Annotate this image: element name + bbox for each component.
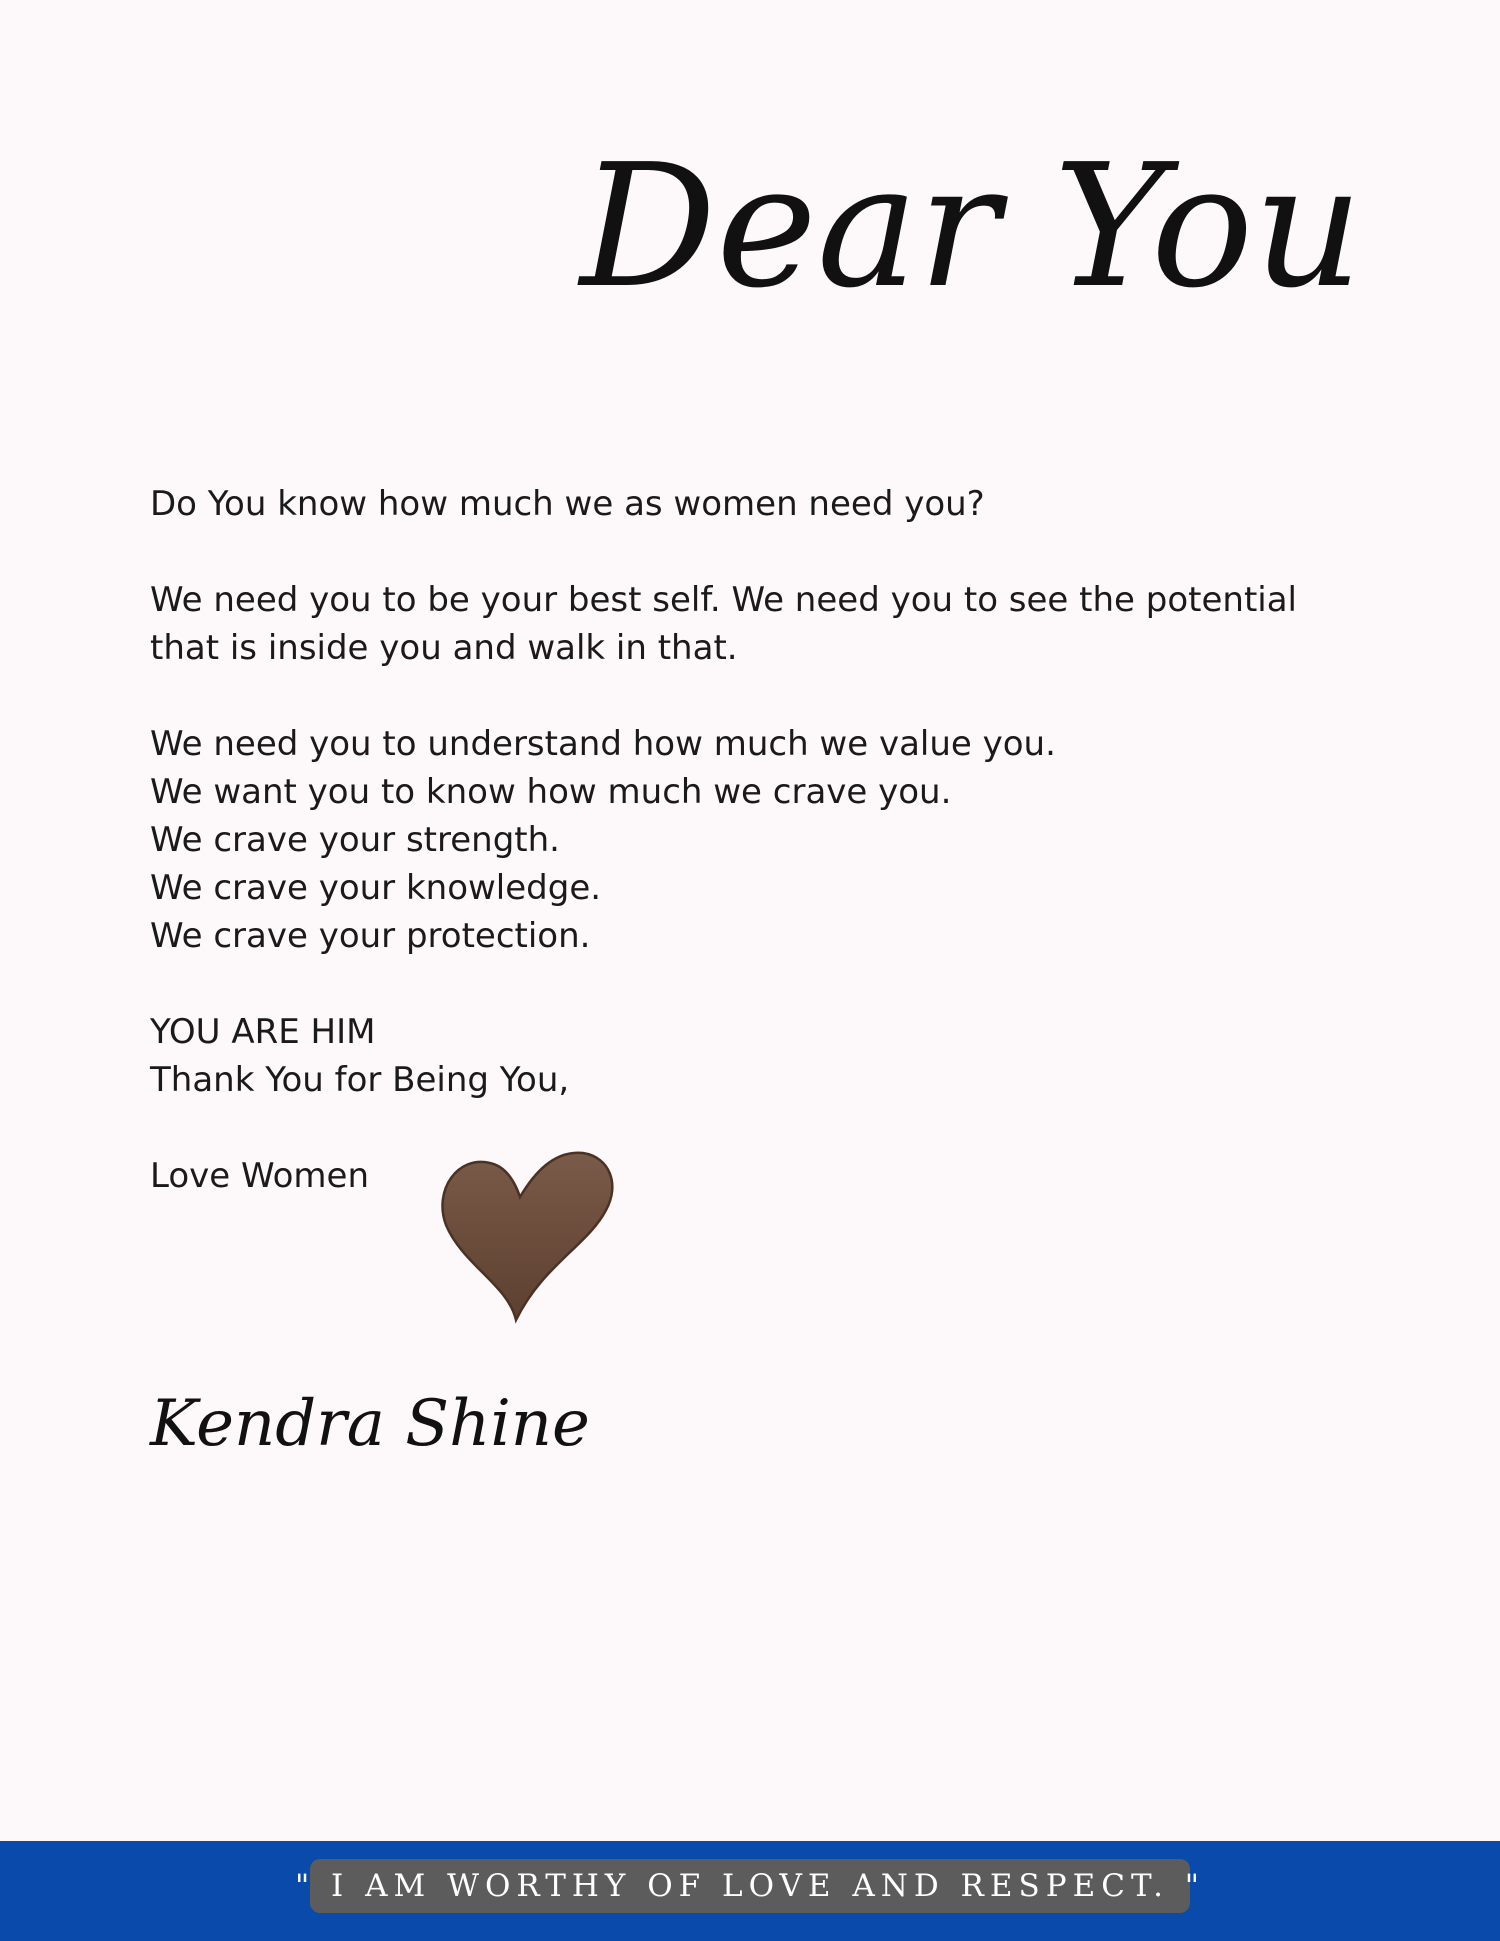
signature [148,1365,590,1475]
heart-shape [442,1153,612,1320]
body-line: We want you to know how much we crave you. [150,772,952,812]
letter-body [150,480,1370,1248]
paragraph-3 [150,720,1370,960]
heart-icon [438,1145,618,1325]
body-line: We crave your protection. [150,916,591,956]
body-line: We crave your knowledge. [150,868,602,908]
body-line: We crave your strength. [150,820,560,860]
body-line: Do You know how much we as women need you? [150,484,985,524]
body-line: YOU ARE HIM [150,1012,376,1052]
paragraph-2 [150,576,1370,672]
title-script [560,95,1363,365]
quote-text: " I AM WORTHY OF LOVE AND RESPECT. " [294,1868,1206,1904]
title-text: Dear You [580,128,1363,326]
body-line: Thank You for Being You, [150,1060,570,1100]
body-line: We need you to be your best self. We need you to see the potential [150,580,1298,620]
quote-badge [294,1859,1206,1913]
body-line: that is inside you and walk in that. [150,628,738,668]
paragraph-1 [150,480,1370,528]
paragraph-4 [150,1008,1370,1104]
body-line: We need you to understand how much we value you. [150,724,1056,764]
footer-band [0,1841,1500,1941]
letter-title [560,95,1363,365]
closing-line: Love Women [150,1156,370,1196]
signature-text: Kendra Shine [150,1387,590,1461]
paragraph-5 [150,1152,1370,1200]
